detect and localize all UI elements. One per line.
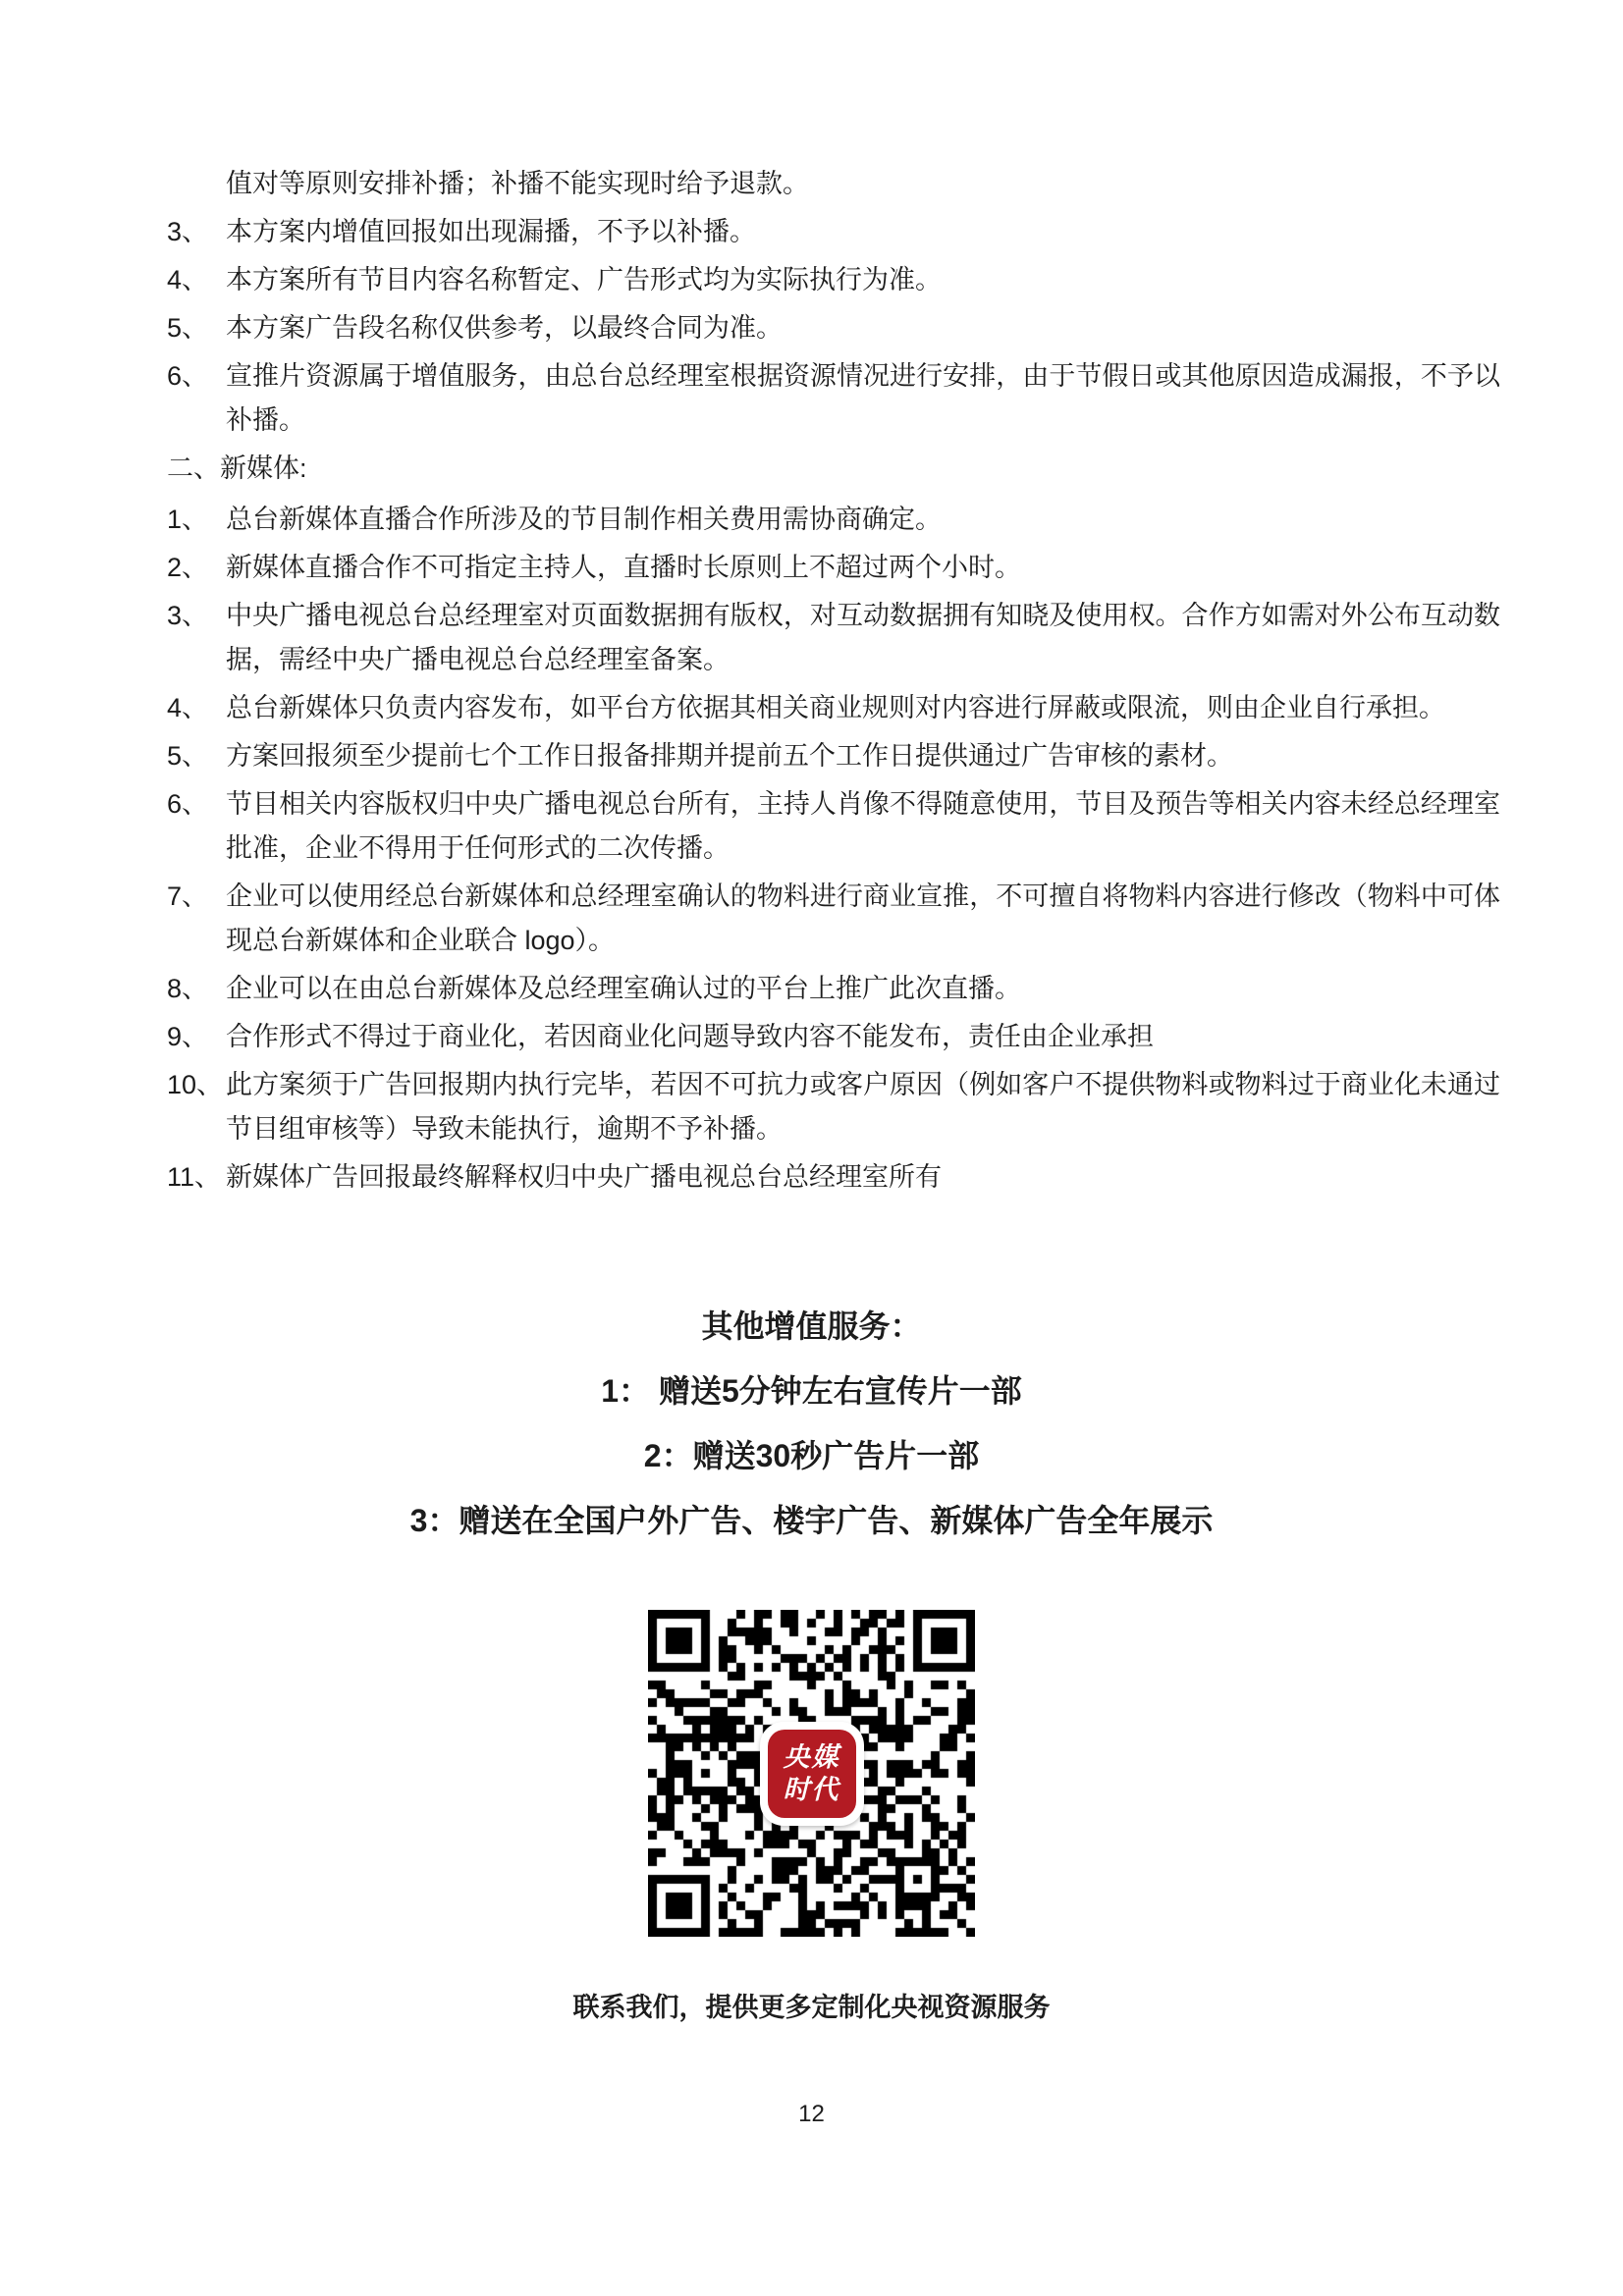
qr-code [648, 1610, 975, 1937]
list-item-number: 5、 [167, 313, 209, 343]
list-item-number: 1、 [167, 505, 209, 534]
qr-logo-icon [768, 1730, 856, 1818]
list-item [167, 498, 1500, 542]
list-item-text: 新媒体直播合作不可指定主持人，直播时长原则上不超过两个小时。 [226, 553, 1021, 582]
list-item-text: 方案回报须至少提前七个工作日报备排期并提前五个工作日提供通过广告审核的素材。 [226, 741, 1233, 771]
list-item [167, 546, 1500, 590]
list-item-text: 合作形式不得过于商业化，若因商业化问题导致内容不能发布，责任由企业承担 [226, 1022, 1154, 1051]
list-item-number: 4、 [167, 693, 209, 722]
list-item-text: 中央广播电视总台总经理室对页面数据拥有版权，对互动数据拥有知晓及使用权。合作方如需对外公布互动数据，需经中央广播电视总台总经理室备案。 [226, 601, 1500, 674]
list-item-number: 2、 [167, 553, 209, 582]
list-continuation-line: 值对等原则安排补播；补播不能实现时给予退款。 [226, 169, 809, 198]
list-item-number: 6、 [167, 361, 209, 391]
list-item [167, 1155, 1500, 1200]
qr-logo-frame [760, 1722, 864, 1826]
qr-logo-text-bottom: 时代 [783, 1774, 840, 1804]
list-item-text: 本方案广告段名称仅供参考，以最终合同为准。 [226, 313, 783, 343]
list-item [167, 594, 1500, 682]
list-item-number: 3、 [167, 601, 209, 630]
contact-caption: 联系我们，提供更多定制化央视资源服务 [572, 1993, 1051, 2022]
list-item-number: 11、 [167, 1162, 222, 1192]
list-item-number: 4、 [167, 265, 209, 294]
qr-logo-text-top: 央媒 [783, 1741, 840, 1772]
list-item [167, 354, 1500, 443]
list-item-number: 5、 [167, 741, 209, 771]
list-item [167, 258, 1500, 302]
list-item-number: 10、 [167, 1070, 224, 1099]
list-item-text: 本方案内增值回报如出现漏播，不予以补播。 [226, 217, 756, 246]
list-item-text: 新媒体广告回报最终解释权归中央广播电视总台总经理室所有 [226, 1162, 942, 1192]
list-item-text: 此方案须于广告回报期内执行完毕，若因不可抗力或客户原因（例如客户不提供物料或物料过于商业化未通过节目组审核等）导致未能执行，逾期不予补播。 [226, 1070, 1500, 1144]
list-item-number: 6、 [167, 789, 209, 819]
list-item-text: 企业可以使用经总台新媒体和总经理室确认的物料进行商业宣推，不可擅自将物料内容进行修改（物料中可体现总台新媒体和企业联合 logo）。 [226, 881, 1500, 955]
list-item-text: 企业可以在由总台新媒体及总经理室确认过的平台上推广此次直播。 [226, 974, 1021, 1003]
list-item [167, 210, 1500, 254]
list-item [167, 1063, 1500, 1151]
list-item-number: 3、 [167, 217, 209, 246]
section-header-new-media: 二、新媒体: [167, 454, 307, 483]
list-item [167, 967, 1500, 1011]
list-item-text: 总台新媒体直播合作所涉及的节目制作相关费用需协商确定。 [226, 505, 942, 534]
value-added-services-block [0, 1294, 1623, 1553]
list-item [167, 306, 1500, 350]
list-item [167, 875, 1500, 963]
list-item-number: 8、 [167, 974, 209, 1003]
value-added-line: 3：赠送在全国户外广告、楼宇广告、新媒体广告全年展示 [409, 1503, 1214, 1538]
value-added-title: 其他增值服务： [701, 1308, 922, 1344]
list-item-text: 总台新媒体只负责内容发布，如平台方依据其相关商业规则对内容进行屏蔽或限流，则由企业自行承担。 [226, 693, 1445, 722]
list-item-text: 宣推片资源属于增值服务，由总台总经理室根据资源情况进行安排，由于节假日或其他原因造成漏报，不予以补播。 [226, 361, 1500, 435]
list-item-text: 节目相关内容版权归中央广播电视总台所有，主持人肖像不得随意使用，节目及预告等相关内容未经总经理室批准，企业不得用于任何形式的二次传播。 [226, 789, 1500, 863]
page-number: 12 [798, 2101, 825, 2127]
list-item-text: 本方案所有节目内容名称暂定、广告形式均为实际执行为准。 [226, 265, 942, 294]
list-item-number: 9、 [167, 1022, 209, 1051]
value-added-line: 1： 赠送5分钟左右宣传片一部 [601, 1373, 1022, 1409]
list-item [167, 782, 1500, 871]
list-item-number: 7、 [167, 881, 209, 911]
list-item [167, 1015, 1500, 1059]
list-item [167, 686, 1500, 730]
list-item [167, 734, 1500, 778]
value-added-line: 2：赠送30秒广告片一部 [643, 1438, 980, 1473]
